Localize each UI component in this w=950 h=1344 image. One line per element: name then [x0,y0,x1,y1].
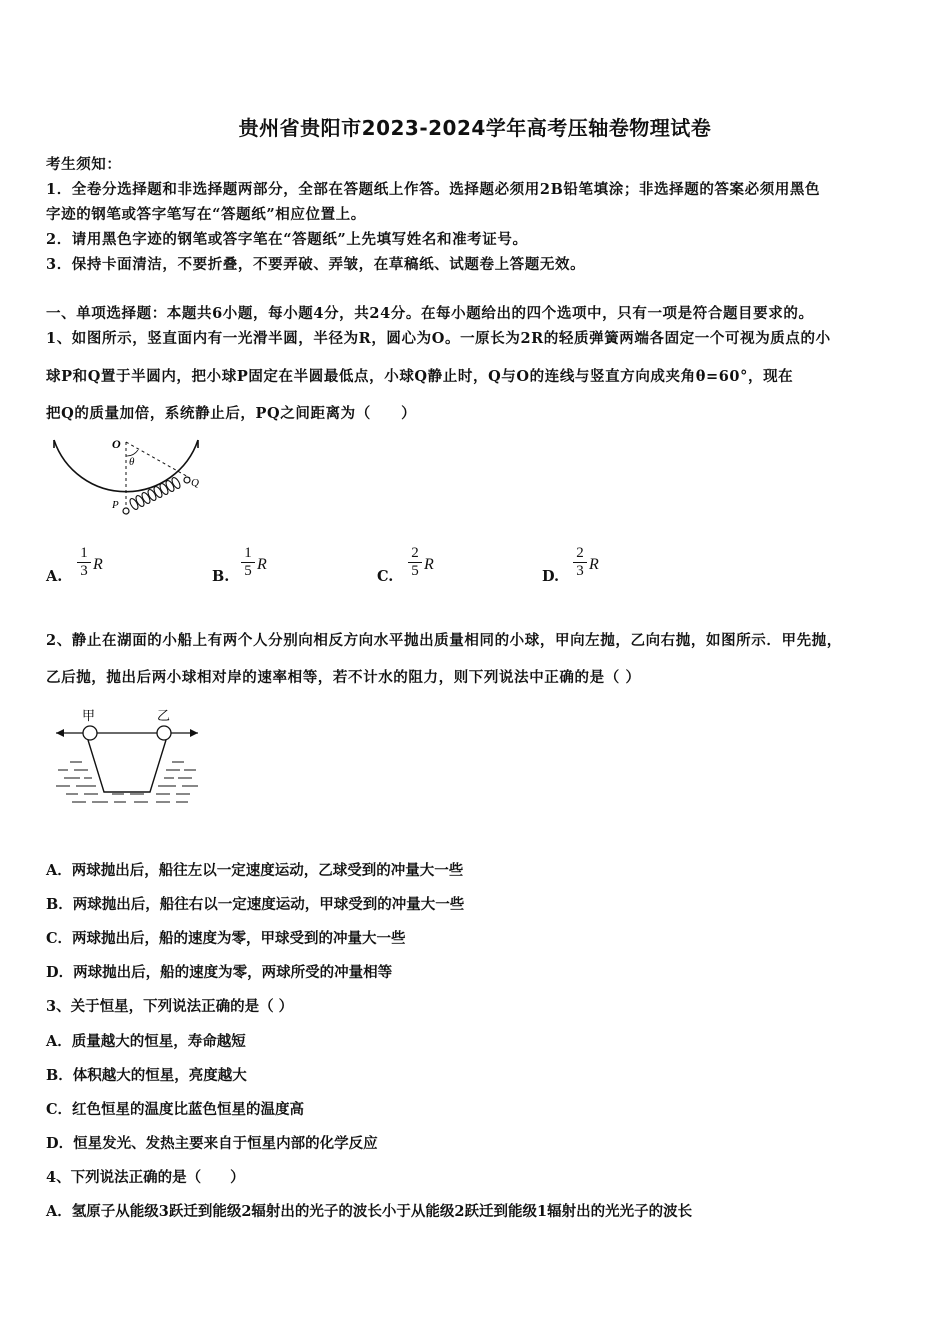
q1-option-d-var: R [589,556,599,573]
q2-figure [52,704,202,814]
section-heading: 一、单项选择题：本题共6小题，每小题4分，共24分。在每小题给出的四个选项中，只有一项是符合题目要求的。 [46,305,814,322]
q1-option-a-fraction: 1 3 [77,545,91,580]
q1-option-a-letter: A. [46,568,63,585]
label-theta: θ [129,456,135,468]
q1-stem-line: 球P和Q置于半圆内，把小球P固定在半圆最低点，小球Q静止时，Q与O的连线与竖直方向成夹角θ=60°，现在 [46,368,794,385]
label-jia: 甲 [82,708,96,723]
page-title: 贵州省贵阳市2023-2024学年高考压轴卷物理试卷 [238,116,712,140]
notice-line: 1．全卷分选择题和非选择题两部分，全部在答题纸上作答。选择题必须用2B铅笔填涂；非选择题的答案必须用黑色 [46,181,821,198]
q1-option-b-fraction: 1 5 [241,545,255,580]
label-yi: 乙 [157,708,171,723]
label-q: Q [191,477,199,489]
q1-option-b-letter: B. [212,568,230,585]
q3-option-d: D．恒星发光、发热主要来自于恒星内部的化学反应 [46,1135,378,1152]
q1-option-a-var: R [93,556,103,573]
q4-stem: 4、下列说法正确的是（ ） [46,1169,245,1186]
q1-figure [50,436,210,522]
q2-option-b: B．两球抛出后，船往右以一定速度运动，甲球受到的冲量大一些 [46,896,465,913]
label-p: P [112,499,119,511]
q1-option-d-fraction: 2 3 [573,545,587,580]
q2-option-a: A．两球抛出后，船往左以一定速度运动，乙球受到的冲量大一些 [46,862,464,879]
q4-option-a: A．氢原子从能级3跃迁到能级2辐射出的光子的波长小于从能级2跃迁到能级1辐射出的光光子的波长 [46,1203,693,1220]
q2-option-c: C．两球抛出后，船的速度为零，甲球受到的冲量大一些 [46,930,406,947]
q2-stem-line: 乙后抛，抛出后两小球相对岸的速率相等，若不计水的阻力，则下列说法中正确的是（ ） [46,669,641,686]
q1-option-b-var: R [257,556,267,573]
q3-option-b: B．体积越大的恒星，亮度越大 [46,1067,247,1084]
q2-stem-line: 2、静止在湖面的小船上有两个人分别向相反方向水平抛出质量相同的小球，甲向左抛，乙向右抛，如图所示．甲先抛， [46,632,842,649]
q3-stem: 3、关于恒星，下列说法正确的是（ ） [46,998,294,1015]
q1-stem-line: 把Q的质量加倍，系统静止后，PQ之间距离为（ ） [46,405,417,422]
notice-line: 字迹的钢笔或答字笔写在“答题纸”相应位置上。 [46,206,366,223]
q3-option-a: A．质量越大的恒星，寿命越短 [46,1033,246,1050]
q1-option-c-var: R [424,556,434,573]
notice-heading: 考生须知： [46,156,122,173]
q1-option-c-fraction: 2 5 [408,545,422,580]
q1-stem-line: 1、如图所示，竖直面内有一光滑半圆，半径为R，圆心为O。一原长为2R的轻质弹簧两端各固定一个可视为质点的小 [46,330,831,347]
label-o: O [112,437,121,451]
notice-line: 3．保持卡面清洁，不要折叠，不要弄破、弄皱，在草稿纸、试题卷上答题无效。 [46,256,586,273]
notice-line: 2．请用黑色字迹的钢笔或答字笔在“答题纸”上先填写姓名和准考证号。 [46,231,528,248]
q2-option-d: D．两球抛出后，船的速度为零，两球所受的冲量相等 [46,964,393,981]
q3-option-c: C．红色恒星的温度比蓝色恒星的温度高 [46,1101,305,1118]
q1-option-c-letter: C. [377,568,394,585]
q1-option-d-letter: D. [542,568,560,585]
